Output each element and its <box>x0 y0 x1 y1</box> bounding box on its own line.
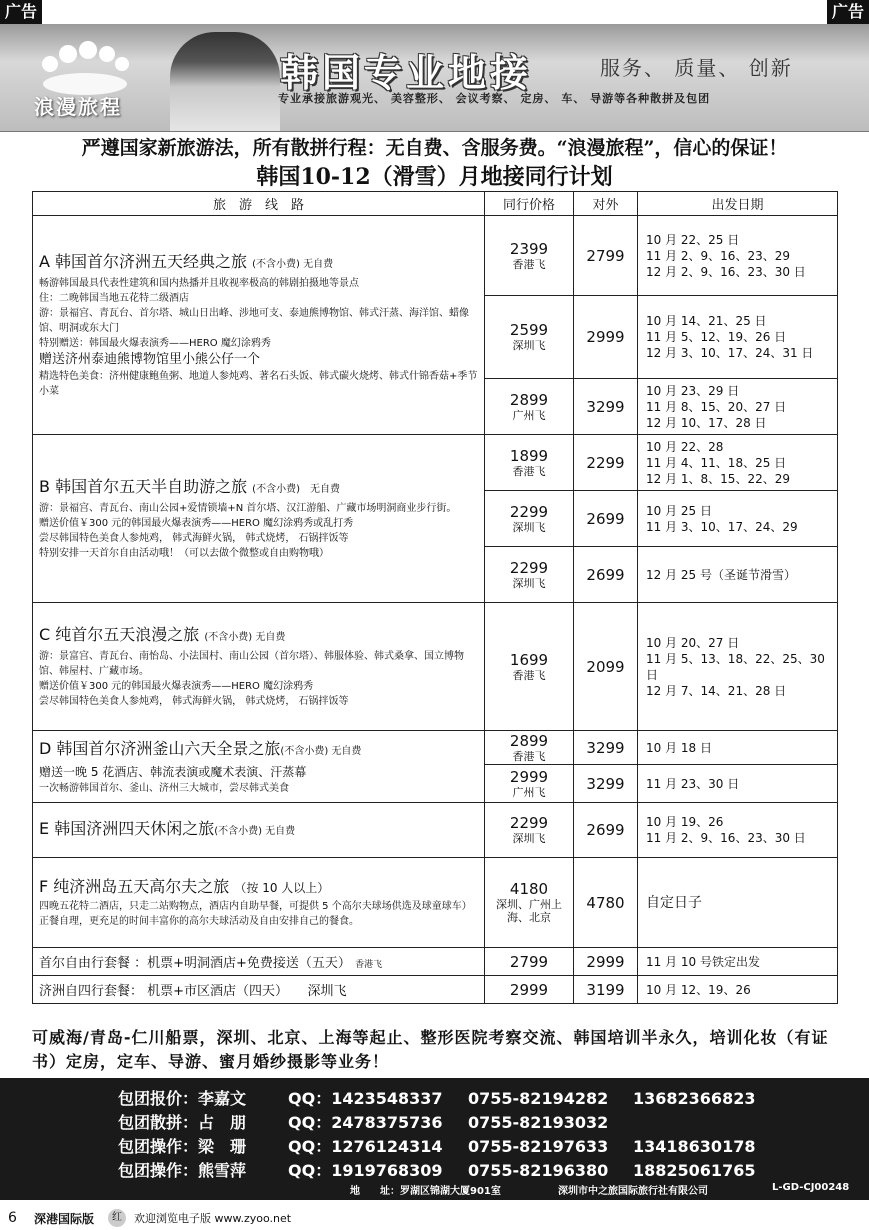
date-line: 10 月 22、28 <box>646 439 724 454</box>
price-cell <box>485 547 574 603</box>
price-value: 2299 <box>509 558 549 577</box>
departure-city: 深圳飞 <box>512 339 546 352</box>
tour-f-note: （按 10 人以上） <box>234 881 330 895</box>
package-name-cell <box>33 976 485 1004</box>
tour-d-line: 一次畅游韩国首尔、釜山、济州三大城市，尝尽韩式美食 <box>39 782 289 794</box>
tour-c-title: C 纯首尔五天浪漫之旅 <box>39 625 200 644</box>
package-dates: 11 月 10 号铁定出发 <box>638 948 838 976</box>
contact-tel: 0755-82193032 <box>468 1113 609 1132</box>
price-value: 2299 <box>509 502 549 521</box>
table-row <box>33 858 838 948</box>
price-value: 1899 <box>509 446 549 465</box>
package-name-cell <box>33 948 485 976</box>
contact-tel: 0755-82197633 <box>468 1137 609 1156</box>
contact-role: 包团操作：熊雪萍 <box>118 1161 247 1180</box>
tour-e-note: (不含小费) 无自费 <box>214 825 296 837</box>
price-value: 2599 <box>509 321 549 339</box>
departure-city: 广州飞 <box>512 408 546 422</box>
price-cell <box>485 491 574 547</box>
price-value: 4180 <box>509 880 549 898</box>
dates-cell <box>638 765 838 803</box>
dates-cell <box>638 296 838 379</box>
departure-city: 香港飞 <box>512 749 546 763</box>
package-name: 首尔自由行套餐 ：机票+明洞酒店+免费接送（五天） <box>39 956 351 971</box>
tour-b-route <box>33 435 485 603</box>
table-row <box>33 435 838 491</box>
tour-a-gift: 赠送济州泰迪熊博物馆里小熊公仔一个 <box>39 352 261 367</box>
tour-d-gift: 赠送一晚 5 花酒店、韩流表演或魔术表演、汗蒸幕 <box>39 764 307 779</box>
departure-city: 香港飞 <box>512 668 546 682</box>
tour-b-note: (不含小费) 无自费 <box>252 484 340 495</box>
tour-f-title: F 纯济洲岛五天高尔夫之旅 <box>39 877 230 896</box>
contact-qq: QQ：1919768309 <box>288 1161 443 1180</box>
dates-cell <box>638 731 838 765</box>
ad-label-right: 广告 <box>827 0 869 24</box>
departure-city: 广州飞 <box>512 785 546 799</box>
logo-text: 浪漫旅程 <box>34 95 122 119</box>
table-row <box>33 216 838 296</box>
address: 地 址：罗湖区锦湖大厦901室 <box>350 1186 501 1197</box>
contact-row <box>118 1158 755 1181</box>
date-line: 12 月 10、17、28 日 <box>646 415 767 430</box>
header-retail: 对外 <box>574 192 638 216</box>
date-line: 11 月 4、11、18、25 日 <box>646 455 787 470</box>
price-value: 2899 <box>509 390 549 409</box>
table-row <box>33 603 838 731</box>
date-line: 11 月 8、15、20、27 日 <box>646 399 787 414</box>
contact-qq: QQ：1276124314 <box>288 1137 443 1156</box>
tour-a-line: 特别赠送：韩国最火爆表演秀——HERO 魔幻涂鸦秀 <box>39 338 271 349</box>
tour-c-line: 游：景富宫、青瓦台、南怡岛、小法国村、南山公园（首尔塔）、韩服体验、韩式桑拿、国立博物馆、韩屋村、广藏市场。 <box>39 651 464 677</box>
notice-text: 严遵国家新旅游法，所有散拼行程：无自费、含服务费。“浪漫旅程”，信心的保证！ <box>81 137 788 159</box>
price-cell <box>485 296 574 379</box>
contact-mobile: 13418630178 <box>633 1137 756 1156</box>
tour-a-food: 精选特色美食：济州健康鲍鱼粥、地道人参炖鸡、著名石头饭、韩式碳火烧烤、韩式什锦香菇+季节小菜 <box>39 371 478 397</box>
price-cell <box>485 435 574 491</box>
tour-a-line: 畅游韩国最具代表性建筑和国内热播并且收视率极高的韩剧拍摄地等景点 <box>39 278 359 289</box>
contact-role: 包团报价：李嘉文 <box>118 1089 247 1108</box>
logo <box>30 36 140 122</box>
contact-tel: 0755-82194282 <box>468 1089 609 1108</box>
date-line: 12 月 25 号（圣诞节滑雪） <box>646 567 796 582</box>
tour-table <box>32 191 838 1004</box>
date-line: 12 月 3、10、17、24、31 日 <box>646 346 814 360</box>
contact-role: 包团操作：梁 珊 <box>118 1137 247 1156</box>
dates-cell <box>638 435 838 491</box>
tour-a-line: 游：景福宫、青瓦台、首尔塔、城山日出峰、涉地可支、泰迪熊博物馆、韩式汗蒸、海洋馆、蜡像馆、明洞或东大门 <box>39 308 469 334</box>
retail-price: 2099 <box>574 603 638 731</box>
package-from: 深圳飞 <box>307 984 347 999</box>
banner-services: 专业承接旅游观光、 美容整形、 会议考察、 定房、 车、 导游等各种散拼及包团 <box>278 92 711 105</box>
date-line: 10 月 18 日 <box>646 740 712 755</box>
dates-cell <box>638 547 838 603</box>
price-cell <box>485 858 574 948</box>
date-line: 10 月 19、26 <box>646 815 724 829</box>
retail-price: 2799 <box>574 216 638 296</box>
address-bar <box>0 1182 869 1198</box>
banner-slogan: 服务、 质量、 创新 <box>600 56 793 80</box>
page-footer <box>0 1204 869 1230</box>
tour-b-line: 赠送价值￥300 元的韩国最火爆表演秀——HERO 魔幻涂鸦秀或乱打秀 <box>39 518 354 529</box>
package-price: 2999 <box>485 976 574 1004</box>
retail-price: 3299 <box>574 379 638 435</box>
package-retail: 3199 <box>574 976 638 1004</box>
tour-b-line: 游：景福宫、青瓦台、南山公园+爱情锁墙+N 首尔塔、汉江游船、广藏市场明洞商业步行街。 <box>39 503 457 514</box>
departure-city: 香港飞 <box>512 257 546 271</box>
tour-a-route <box>33 216 485 435</box>
contact-tel: 0755-82196380 <box>468 1161 609 1180</box>
tour-a-title: A 韩国首尔济洲五天经典之旅 <box>39 252 248 271</box>
contact-qq: QQ：1423548337 <box>288 1089 443 1108</box>
price-value: 2399 <box>509 239 549 258</box>
package-price: 2799 <box>485 948 574 976</box>
services-note: 可威海/青岛-仁川船票，深圳、北京、上海等起止、整形医院考察交流、韩国培训半永久，培训化妆（有证书）定房，定车、导游、蜜月婚纱摄影等业务！ <box>32 1028 829 1071</box>
tour-e-route <box>33 803 485 858</box>
retail-price: 2699 <box>574 491 638 547</box>
price-cell <box>485 803 574 858</box>
contact-row <box>118 1086 755 1109</box>
tour-b-line: 特别安排一天首尔自由活动哦！（可以去做个微整或自由购物哦） <box>39 548 329 559</box>
date-line: 11 月 2、9、16、23、30 日 <box>646 831 806 845</box>
tour-c-note: (不含小费) 无自费 <box>204 632 286 643</box>
ad-label-left: 广告 <box>0 0 42 24</box>
contact-row <box>118 1110 633 1133</box>
price-cell <box>485 379 574 435</box>
header-price: 同行价格 <box>485 192 574 216</box>
retail-price: 2699 <box>574 803 638 858</box>
dates-cell <box>638 858 838 948</box>
tour-f-line: 四晚五花特二酒店，只走二站购物点，酒店内自助早餐，可提供 5 个高尔夫球场供选及球童球车）正餐自理，更充足的时间丰富你的高尔夫球活动及自由安排自己的餐食。 <box>39 901 472 927</box>
agency-name: 深圳市中之旅国际旅行社有限公司 <box>558 1186 708 1197</box>
tour-a-note: (不含小费) 无自费 <box>252 259 334 270</box>
date-line: 11 月 2、9、16、23、29 <box>646 248 790 263</box>
contact-role: 包团散拼：占 朋 <box>118 1113 247 1132</box>
date-line: 10 月 14、21、25 日 <box>646 314 767 328</box>
banner-title: 韩国专业地接 <box>280 51 533 95</box>
date-line: 10 月 20、27 日 <box>646 635 740 650</box>
hanbok-figure-image <box>170 32 280 132</box>
table-row <box>33 976 838 1004</box>
retail-price: 2999 <box>574 296 638 379</box>
tour-d-note: (不含小费) 无自费 <box>280 745 362 757</box>
tour-c-line: 尝尽韩国特色美食人参炖鸡， 韩式海鲜火锅， 韩式烧烤， 石锅拌饭等 <box>39 696 349 707</box>
price-value: 1699 <box>509 650 549 669</box>
table-row <box>33 731 838 765</box>
date-line: 自定日子 <box>646 894 702 911</box>
tour-e-title: E 韩国济洲四天休闲之旅 <box>39 818 215 838</box>
page-number: 6 <box>8 1210 17 1226</box>
price-value: 2899 <box>509 731 549 750</box>
retail-price: 2299 <box>574 435 638 491</box>
retail-price: 3299 <box>574 765 638 803</box>
banner <box>0 24 869 132</box>
retail-price: 3299 <box>574 731 638 765</box>
edition-name: 深港国际版 <box>34 1212 95 1226</box>
table-row <box>33 948 838 976</box>
package-dates: 10 月 12、19、26 <box>638 976 838 1004</box>
price-cell <box>485 603 574 731</box>
departure-city: 深圳、广州上海、北京 <box>496 898 562 924</box>
plan-title: 韩国10-12（滑雪）月地接同行计划 <box>256 164 613 190</box>
contact-mobile: 18825061765 <box>633 1161 756 1180</box>
package-name: 济洲自四行套餐： 机票+市区酒店（四天） <box>39 984 282 999</box>
header-route: 旅 游 线 路 <box>33 192 485 216</box>
date-line: 10 月 23、29 日 <box>646 383 740 398</box>
departure-city: 深圳飞 <box>512 576 546 590</box>
price-value: 2999 <box>509 767 549 786</box>
retail-price: 4780 <box>574 858 638 948</box>
dates-cell <box>638 803 838 858</box>
tour-d-route <box>33 731 485 803</box>
date-line: 12 月 1、8、15、22、29 <box>646 471 790 486</box>
date-line: 11 月 5、12、19、26 日 <box>646 330 787 344</box>
table-row <box>33 803 838 858</box>
date-line: 12 月 2、9、16、23、30 日 <box>646 264 806 279</box>
table-header-row <box>33 192 838 216</box>
date-line: 10 月 25 日 <box>646 503 712 518</box>
header-dates: 出发日期 <box>638 192 838 216</box>
dates-cell <box>638 216 838 296</box>
tour-a-line: 住：二晚韩国当地五花特二级酒店 <box>39 293 189 304</box>
dates-cell <box>638 491 838 547</box>
price-cell <box>485 765 574 803</box>
date-line: 12 月 7、14、21、28 日 <box>646 683 787 698</box>
tour-b-title: B 韩国首尔五天半自助游之旅 <box>39 477 248 496</box>
retail-price: 2699 <box>574 547 638 603</box>
tour-f-route <box>33 858 485 948</box>
date-line: 10 月 22、25 日 <box>646 232 740 247</box>
edition-badge-icon: 红 <box>108 1209 126 1227</box>
tour-c-line: 赠送价值￥300 元的韩国最火爆表演秀——HERO 魔幻涂鸦秀 <box>39 681 314 692</box>
license-number: L-GD-CJ00248 <box>772 1182 850 1193</box>
departure-city: 香港飞 <box>512 464 546 478</box>
date-line: 11 月 5、13、18、22、25、30 日 <box>646 651 825 682</box>
tour-c-route <box>33 603 485 731</box>
date-line: 11 月 23、30 日 <box>646 776 740 791</box>
contact-mobile: 13682366823 <box>633 1089 756 1108</box>
price-cell <box>485 731 574 765</box>
dates-cell <box>638 379 838 435</box>
date-line: 11 月 3、10、17、24、29 <box>646 519 798 534</box>
tour-b-line: 尝尽韩国特色美食人参炖鸡， 韩式海鲜火锅， 韩式烧烤， 石锅拌饭等 <box>39 533 349 544</box>
tour-d-title: D 韩国首尔济洲釜山六天全景之旅 <box>39 738 281 758</box>
departure-city: 深圳飞 <box>512 520 546 534</box>
dates-cell <box>638 603 838 731</box>
welcome-text: 欢迎浏览电子版 www.zyoo.net <box>134 1212 292 1225</box>
package-retail: 2999 <box>574 948 638 976</box>
contact-qq: QQ：2478375736 <box>288 1113 443 1132</box>
package-from: 香港飞 <box>355 960 383 970</box>
contact-row <box>118 1134 755 1157</box>
price-value: 2299 <box>509 814 549 832</box>
departure-city: 深圳飞 <box>512 832 546 845</box>
price-cell <box>485 216 574 296</box>
